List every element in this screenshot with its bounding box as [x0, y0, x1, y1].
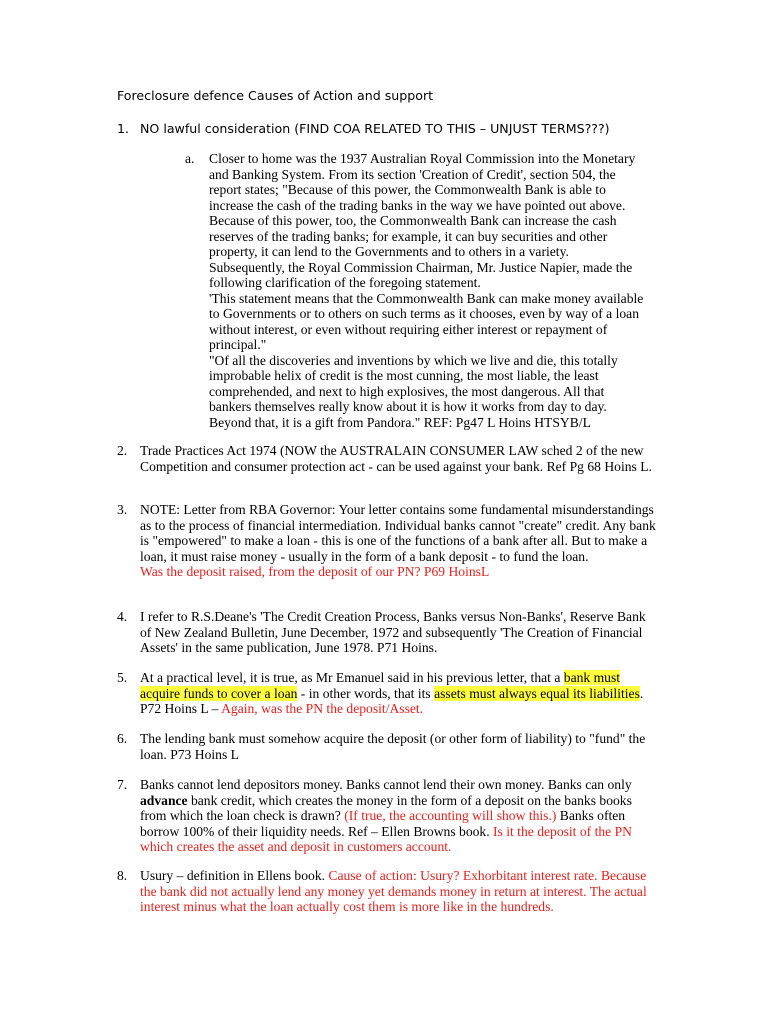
- item-text: NOTE: Letter from RBA Governor: Your letter contains some fundamental misunderstandings as to the process of financial intermediation. Individual banks cannot "create" credit. Any bank is "empowered" to make a loan - this is one of the functions of a bank after all. But to make a loan, it must raise money - usually in the form of a bank deposit - to fund the loan.: [140, 502, 656, 564]
- red-annotation: (If true, the accounting will show this.): [344, 808, 557, 823]
- list-item-6: [117, 731, 657, 762]
- list-item-2: [117, 443, 657, 474]
- item-number: 5.: [117, 670, 128, 685]
- highlighted-text: assets must always equal its liabilities: [434, 685, 640, 701]
- sub-item-a: [185, 151, 645, 430]
- text-run: . P72 Hoins L –: [140, 685, 644, 716]
- list-item-8: [117, 868, 657, 915]
- item-number: 7.: [117, 777, 128, 792]
- text-run: Banks often borrow 100% of their liquidity needs. Ref – Ellen Browns book.: [140, 808, 626, 839]
- highlighted-text: bank must acquire funds to cover a loan: [140, 670, 621, 701]
- item-text: I refer to R.S.Deane's 'The Credit Creation Process, Banks versus Non-Banks', Reserve Bank of New Zealand Bulletin, June December, 1972 and subsequently 'The Creation of Financial Assets' in the same publication, June 1978. P71 Hoins.: [140, 609, 646, 655]
- item-text: [140, 868, 657, 915]
- item-text: [140, 777, 657, 855]
- heading-item-1: [117, 121, 677, 137]
- item-number: 6.: [117, 731, 128, 746]
- pandora-quote: "Of all the discoveries and inventions by which we live and die, this totally improbable helix of credit is the most cunning, the most liable, the least comprehended, and next to high explosives, the most dangerous. All that bankers themselves really know about it is how it works from day to day. Beyond that, it is a gift from Pandora." REF: Pg47 L Hoins HTSYB/L: [209, 352, 618, 430]
- red-annotation: Is it the deposit of the PN which creates the asset and deposit in customers account.: [140, 823, 632, 854]
- item-text: The lending bank must somehow acquire the deposit (or other form of liability) to "fund" the loan. P73 Hoins L: [140, 731, 646, 762]
- list-item-4: [117, 609, 657, 656]
- document-title: Foreclosure defence Causes of Action and support: [117, 88, 434, 103]
- item-text: [140, 670, 657, 717]
- item-number: 4.: [117, 609, 128, 624]
- text-run: bank credit, which creates the money in the form of a deposit on the banks books from which the loan check is drawn?: [140, 792, 632, 823]
- item-number: 3.: [117, 502, 128, 517]
- item-text: Trade Practices Act 1974 (NOW the AUSTRALAIN CONSUMER LAW sched 2 of the new Competition and consumer protection act - can be used against your bank. Ref Pg 68 Hoins L.: [140, 443, 652, 474]
- list-item-3: [117, 502, 657, 580]
- royal-commission-paragraph: Closer to home was the 1937 Australian Royal Commission into the Monetary and Banking System. From its section 'Creation of Credit', section 504, the report states; "Because of this power, the Commonwealth Bank is able to increase the cash of the trading banks in the way we have pointed out above. Because of this power, too, the Commonwealth Bank can increase the cash reserves of the trading banks; for example, it can buy securities and other property, it can lend to the Governments and to others in a variety. Subsequently, the Royal Commission Chairman, Mr. Justice Napier, made the following clarification of the foregoing statement.: [209, 151, 636, 290]
- heading-number: 1.: [117, 121, 130, 136]
- item-number: 8.: [117, 868, 128, 883]
- text-run: At a practical level, it is true, as Mr Emanuel said in his previous letter, that a: [140, 670, 564, 685]
- napier-quote: 'This statement means that the Commonwealth Bank can make money available to Governments or to others on such terms as it chooses, even by way of a loan without interest, or even without requiring either interest or repayment of principal.": [209, 290, 644, 352]
- text-run: Usury – definition in Ellens book.: [140, 868, 329, 883]
- red-annotation: Was the deposit raised, from the deposit of our PN? P69 HoinsL: [140, 564, 490, 579]
- text-run: Banks cannot lend depositors money. Banks cannot lend their own money. Banks can only: [140, 777, 632, 792]
- red-annotation: Cause of action: Usury? Exhorbitant interest rate. Because the bank did not actually lend any money yet demands money in return at interest. The actual interest minus what the loan actually cost them is more like in the hundreds.: [140, 868, 647, 914]
- list-item-7: [117, 777, 657, 855]
- bold-text: advance: [140, 792, 188, 808]
- text-run: - in other words, that its: [297, 685, 435, 701]
- red-annotation: Again, was the PN the deposit/Asset.: [221, 701, 424, 716]
- item-number: 2.: [117, 443, 128, 458]
- list-item-5: [117, 670, 657, 717]
- sub-item-letter: a.: [185, 151, 195, 166]
- heading-text: NO lawful consideration (FIND COA RELATED TO THIS – UNJUST TERMS???): [140, 121, 610, 136]
